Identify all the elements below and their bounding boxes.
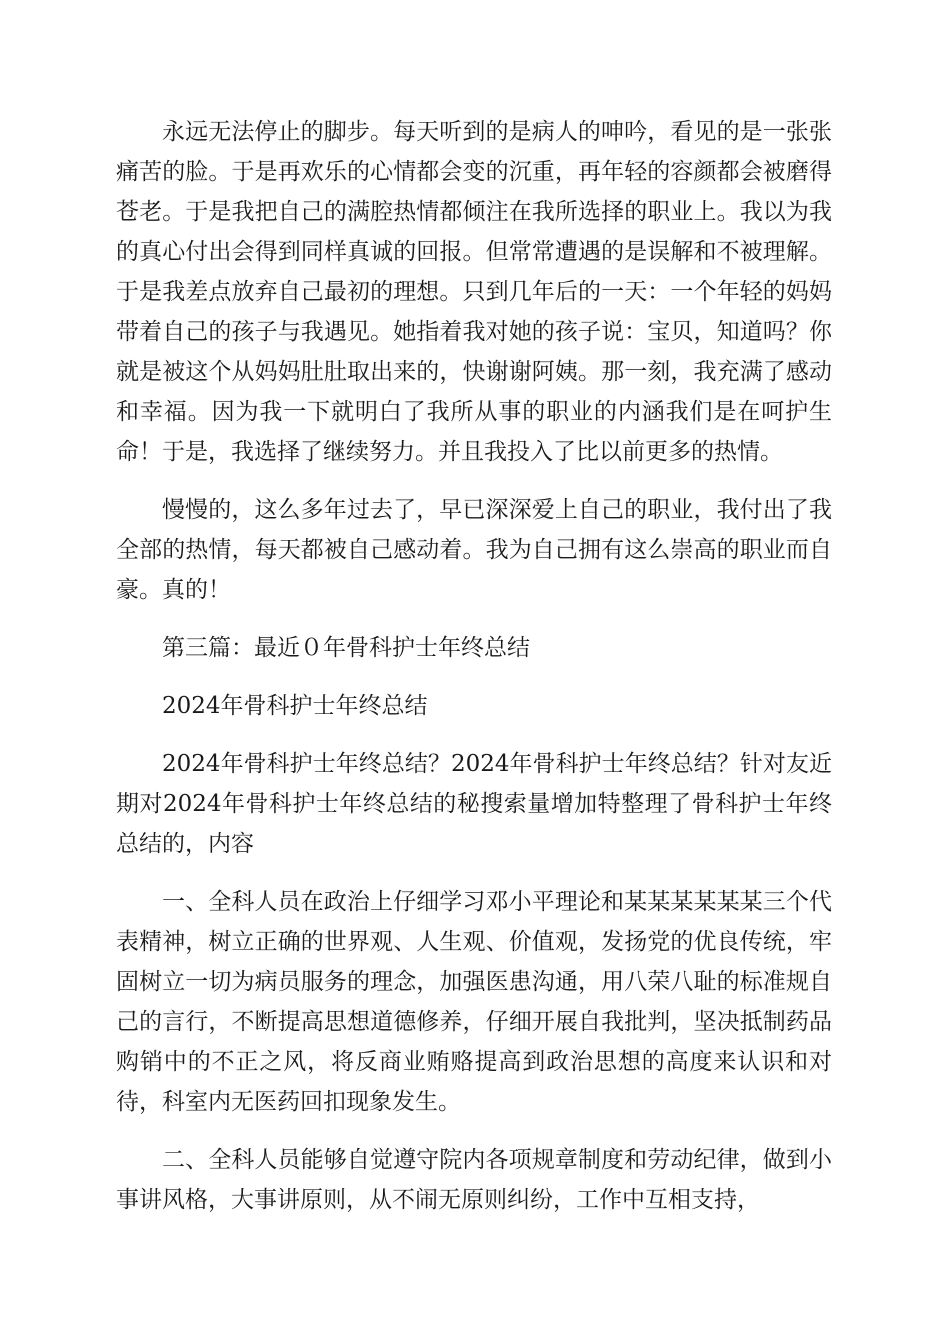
paragraph-1: 永远无法停止的脚步。每天听到的是病人的呻吟，看见的是一张张痛苦的脸。于是再欢乐的心情都会变的沉重，再年轻的容颜都会被磨得苍老。于是我把自己的满腔热情都倾注在我所选择的职业上。我以为我的真心付出会得到同样真诚的回报。但常常遭遇的是误解和不被理解。于是我差点放弃自己最初的理想。只到几年后的一天：一个年轻的妈妈带着自己的孩子与我遇见。她指着我对她的孩子说：宝贝，知道吗？你就是被这个从妈妈肚肚取出来的，快谢谢阿姨。那一刻，我充满了感动和幸福。因为我一下就明白了我所从事的职业的内涵我们是在呵护生命！于是，我选择了继续努力。并且我投入了比以前更多的热情。 [116,119,832,465]
section-subtitle: 2024年骨科护士年终总结 [162,693,428,719]
paragraph-item-1: 一、全科人员在政治上仔细学习邓小平理论和某某某某某某三个代表精神，树立正确的世界观、人生观、价值观，发扬党的优良传统，牢固树立一切为病员服务的理念，加强医患沟通，用八荣八耻的标准规自己的言行，不断提高思想道德修养，仔细开展自我批判，坚决抵制药品购销中的不正之风，将反商业贿赂提高到政治思想的高度来认识和对待，科室内无医药回扣现象发生。 [116,889,832,1115]
section-heading: 第三篇：最近０年骨科护士年终总结 [162,635,530,661]
paragraph-2: 慢慢的，这么多年过去了，早已深深爱上自己的职业，我付出了我全部的热情，每天都被自己感动着。我为自己拥有这么崇高的职业而自豪。真的！ [116,497,832,603]
paragraph-intro: 2024年骨科护士年终总结？2024年骨科护士年终总结？针对友近期对2024年骨科护士年终总结的秘搜索量增加特整理了骨科护士年终总结的，内容 [116,751,832,857]
paragraph-item-2: 二、全科人员能够自觉遵守院内各项规章制度和劳动纪律，做到小事讲风格，大事讲原则，从不闹无原则纠纷，工作中互相支持， [116,1147,832,1213]
